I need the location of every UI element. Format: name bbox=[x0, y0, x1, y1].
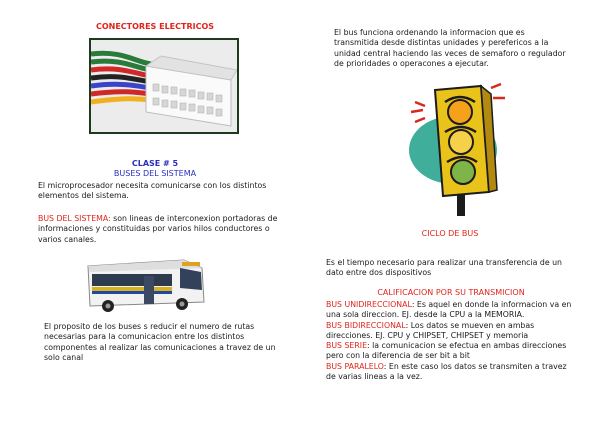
class-subtitle: BUSES DEL SISTEMA bbox=[113, 169, 197, 178]
intro-text: El microprocesador necesita comunicarse con los distintos elementos del sistema. bbox=[38, 181, 267, 201]
bus-type-bidirectional bbox=[326, 321, 578, 342]
bus-illustration bbox=[84, 254, 208, 316]
cycle-definition: Es el tiempo necesario para realizar una transferencia de un dato entre dos dispositivos bbox=[326, 258, 563, 278]
traffic-light-clipart bbox=[405, 80, 515, 218]
bus-type-term: BUS UNIDIRECCIONAL bbox=[326, 300, 412, 309]
function-text: El bus funciona ordenando la informacion que es transmitida desde distintas unidades y perefericos a la unidad central haciendo las veces de semaforo o regulador de prioridades o operacones a ejecutar. bbox=[334, 28, 566, 68]
purpose-text: El proposito de los buses s reducir el numero de rutas necesarias para la comunicacion entre los distintos componentes al realizar las comunicaciones a travez de un solo canal bbox=[44, 322, 276, 362]
bus-photo bbox=[84, 254, 208, 316]
bus-type-serial bbox=[326, 341, 578, 362]
bus-definition: son lineas de interconexion portadoras de informaciones y constituidas por varios hilos conductores o varios canales. bbox=[38, 214, 278, 244]
bus-type-text: : la comunicacion se efectua en ambas direcciones pero con la diferencia de ser bit a bit bbox=[326, 341, 567, 361]
connector-title: CONECTORES ELECTRICOS bbox=[95, 22, 215, 31]
bus-type-term: BUS BIDIRECCIONAL bbox=[326, 320, 406, 330]
bus-types-list bbox=[326, 300, 578, 382]
bus-type-term: BUS SERIE bbox=[326, 341, 368, 351]
connector-photo bbox=[89, 38, 239, 134]
traffic-light-illustration bbox=[405, 80, 515, 218]
bus-type-term: BUS PARALELO bbox=[326, 361, 384, 371]
bus-type-text: : Es aquel en donde la informacion va en una sola direccion. EJ. desde la CPU a la MEMORIA. bbox=[326, 300, 572, 320]
bus-definition-paragraph bbox=[38, 214, 278, 245]
class-number: CLASE # 5 bbox=[131, 159, 179, 168]
cycle-title: CICLO DE BUS bbox=[421, 229, 479, 238]
bus-type-unidirectional bbox=[326, 300, 578, 321]
bus-term: BUS DEL SISTEMA: bbox=[38, 214, 111, 223]
bus-type-text: : En este caso los datos se transmiten a travez de varias lineas a la vez. bbox=[326, 361, 567, 382]
bus-type-parallel bbox=[326, 362, 578, 383]
classification-title: CALIFICACION POR SU TRANSMICION bbox=[377, 288, 525, 297]
connector-illustration bbox=[91, 40, 237, 132]
bus-type-text: : Los datos se mueven en ambas direcciones. EJ. CPU y CHIPSET, CHIPSET y memoria bbox=[326, 320, 535, 340]
